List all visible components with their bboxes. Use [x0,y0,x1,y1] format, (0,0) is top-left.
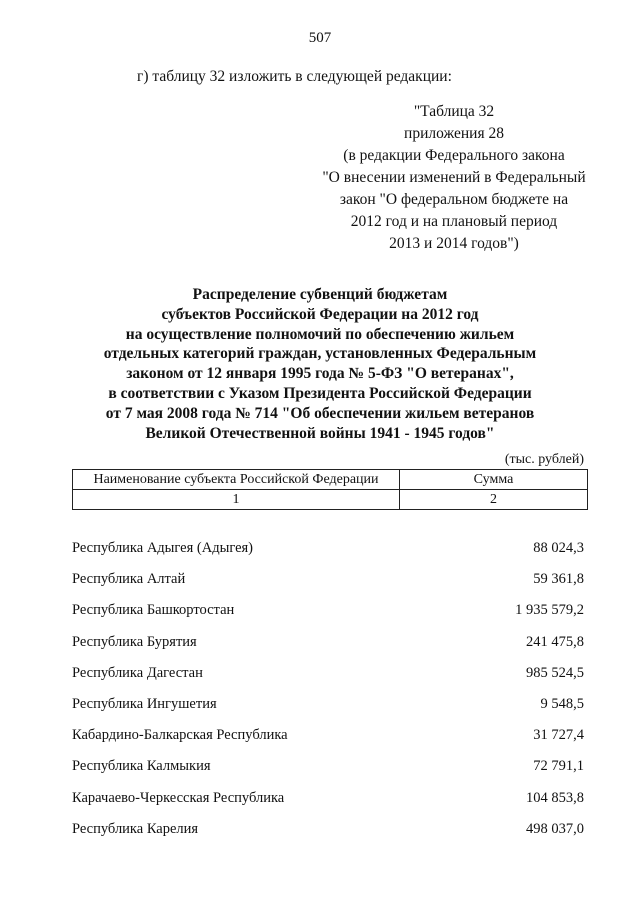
region-name: Республика Ингушетия [72,695,217,712]
heading-line: "Таблица 32 [413,103,495,120]
region-name: Республика Адыгея (Адыгея) [72,540,254,556]
heading-line: (в редакции Федерального закона [343,147,565,164]
table-row [72,814,584,845]
title-line: отдельных категорий граждан, установленных Федеральным [103,345,537,363]
subsidy-amount: 104 853,8 [526,789,584,806]
table-reference-heading [300,101,608,255]
heading-line: 2013 и 2014 годов") [389,235,519,252]
column-number-2: 2 [400,490,588,510]
column-number-1: 1 [73,490,400,510]
table-row [72,533,584,564]
heading-line: 2012 год и на плановый период [350,213,558,230]
table-header [72,469,588,510]
title-line: законом от 12 января 1995 года № 5-ФЗ "О ветеранах", [126,365,514,383]
table-row [72,783,584,814]
table-body [72,533,584,845]
table-row [72,658,584,689]
subsidy-amount: 31 727,4 [533,727,584,744]
header-row [73,470,588,490]
subsidy-amount: 241 475,8 [526,633,584,650]
table-row [72,720,584,751]
region-name: Карачаево-Черкесская Республика [72,789,285,806]
subsidy-amount: 498 037,0 [526,820,584,837]
subsidy-amount: 985 524,5 [526,664,584,681]
table-row [72,564,584,595]
region-name: Республика Бурятия [72,633,197,650]
region-name: Кабардино-Балкарская Республика [72,727,288,744]
heading-line: приложения 28 [404,125,504,142]
subsidy-amount: 1 935 579,2 [515,602,584,619]
subsidy-amount: 59 361,8 [533,571,584,588]
table-row [72,689,584,720]
title-line: от 7 мая 2008 года № 714 "Об обеспечении жильем ветеранов [105,404,535,422]
subsidy-amount: 88 024,3 [533,540,584,556]
column-header-amount: Сумма [400,470,588,490]
heading-line: закон "О федеральном бюджете на [339,191,569,208]
region-name: Республика Калмыкия [72,758,211,775]
page-number: 507 [308,30,332,46]
table-row [72,751,584,782]
title-line: Распределение субвенций бюджетам [192,286,448,303]
region-name: Республика Карелия [72,820,199,837]
document-title [40,285,600,443]
title-line: Великой Отечественной войны 1941 - 1945 годов" [145,424,495,442]
heading-line: "О внесении изменений в Федеральный [322,169,586,186]
table-row [72,595,584,626]
title-line: в соответствии с Указом Президента Российской Федерации [108,384,532,402]
column-number-row [73,490,588,510]
units-label: (тыс. рублей) [504,452,584,467]
region-name: Республика Башкортостан [72,602,235,619]
subsidy-amount: 72 791,1 [533,758,584,775]
region-name: Республика Алтай [72,571,186,588]
subsidy-amount: 9 548,5 [540,695,584,712]
region-name: Республика Дагестан [72,664,203,681]
column-header-region: Наименование субъекта Российской Федерации [73,470,400,490]
title-line: субъектов Российской Федерации на 2012 год [161,305,479,323]
table-row [72,627,584,658]
amendment-instruction: г) таблицу 32 изложить в следующей редакции: [137,68,452,85]
title-line: на осуществление полномочий по обеспечению жильем [125,325,515,343]
